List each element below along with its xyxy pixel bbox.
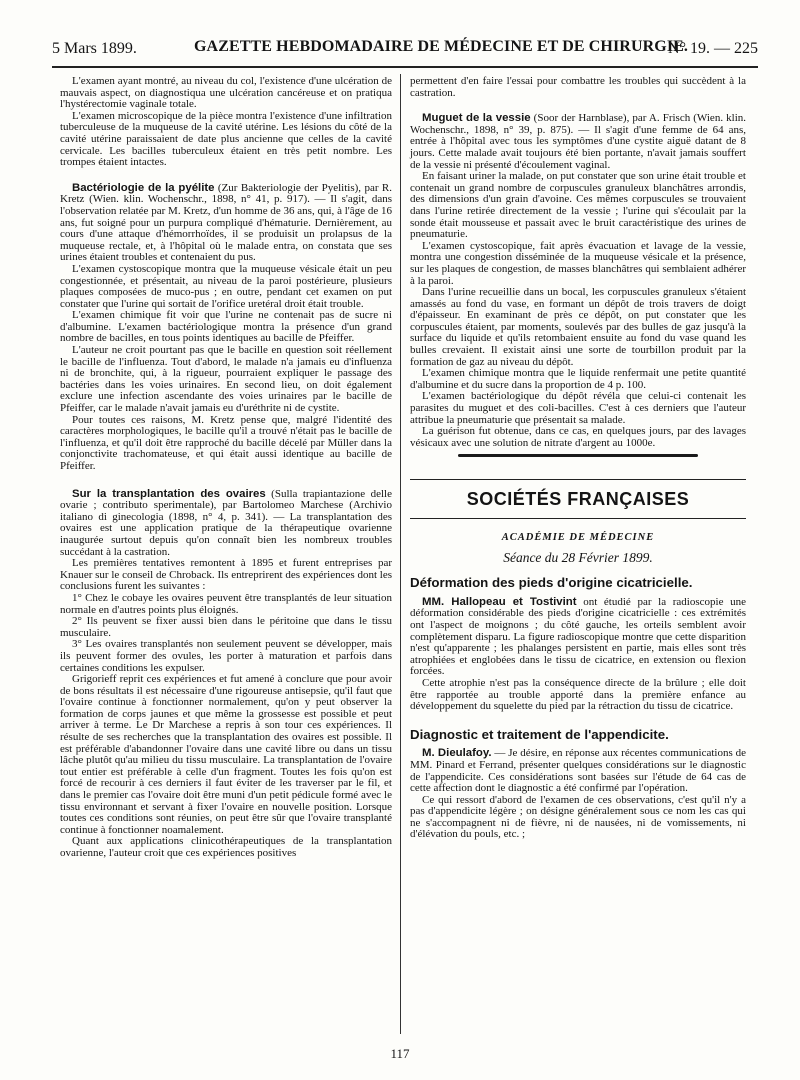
paragraph: L'examen bactériologique du dépôt révéla que celui-ci contenait les parasites du muguet et des coli-bacilles. C'est à ces derniers que l'auteur attribue la pneumaturie que présentait sa malade. [410,390,746,426]
paragraph-text: ont étudié par la radioscopie une déformation considérable des pieds d'origine cicatricielle : ces extrémités ont l'aspect de moignons ; du côté gauche, les orteils semblent avoir complètement disparu. La figure radioscopique montre que cette disparition n'est qu'apparente ; les phalanges persistent en partie, mais elles sont très atrophiées et englobées dans le tissu de cicatrice, en extension ou flexion forcées. [410,595,746,678]
paragraph [410,597,746,678]
list-item: 2° Ils peuvent se fixer aussi bien dans le péritoine que dans le tissu musculaire. [60,615,392,639]
authors: MM. Hallopeau et Tostivint [422,595,577,608]
paragraph: L'examen ayant montré, au niveau du col, l'existence d'une ulcération de mauvais aspect, on diagnostiqua une ulcération cancéreuse et on pratiqua l'hystérectomie vaginale totale. [60,75,392,111]
article-muguet [410,113,746,171]
list-item: 1° Chez le cobaye les ovaires peuvent être transplantés de leur situation normale en d'autres points plus éloignés. [60,591,392,616]
author: M. Dieulafoy. [422,747,492,760]
paragraph: Cette atrophie n'est pas la conséquence directe de la brûlure ; elle doit être rapportée au trouble apporté dans la première enfance au développement du squelette du pied par la rétraction du tissu de cicatrice. [410,676,746,713]
page-number: 117 [390,1046,410,1061]
right-column [410,76,746,841]
column-divider [400,74,401,1034]
session-date: Séance du 28 Février 1899. [503,549,653,565]
paragraph: Ce qui ressort d'abord de l'examen de ces observations, c'est qu'il n'y a pas d'appendicite légère ; on désigne généralement sous ce nom les cas qui ne s'accompagnent ni de fièvre, ni de nausées, ni de vomissements, ni d'élévation du pouls, etc. ; [410,793,746,841]
article-reference: (Soor der Harnblase), par A. Frisch (Wien. klin. Wochenschr., 1898, n° 39, p. 875). — Il s'agit d'une femme de 64 ans, entrée à l'hôpital avec tous les symptômes d'une cystite aiguë datant de 8 jours. Cette malade avait toujours été bien portante, n'avait jamais souffert de la vessie ni présenté d'écoulement vaginal. [410,112,747,171]
spacer [410,99,746,113]
header-date: 5 Mars 1899. [52,40,137,57]
paragraph: L'auteur ne croit pourtant pas que le bacille en question soit réellement le bacille de l'influenza. Tout d'abord, le malade n'a jamais eu d'influenza ni de bronchite, qui, à la rigueur, pourraient expliquer le passage des bactéries dans les voies urinaires. En second lieu, on doit également exclure une infection ascendante des voies urinaires par le bacille de Pfeiffer, car le malade n'avait jamais eu d'uréthrite ni de cystite. [60,344,392,415]
paragraph: permettent d'en faire l'essai pour combattre les troubles qui succèdent à la castration. [410,75,746,99]
header-journal-title: GAZETTE HEBDOMADAIRE DE MÉDECINE ET DE CHIRURGIE. [194,38,689,55]
section-title: Déformation des pieds d'origine cicatricielle. [410,575,693,591]
list-item: 3° Les ovaires transplantés non seulement peuvent se développer, mais ils peuvent former des ovules, les porter à maturation et parfois dans certaines conditions les expulser. [60,638,392,674]
paragraph: L'examen cystoscopique, fait après évacuation et lavage de la vessie, montra une congestion disséminée de la muqueuse vésicale et la présence, sur les plaques de congestion, de masses blanchâtres qui semblaient adhérer à la paroi. [410,239,746,287]
paragraph: Grigorieff reprit ces expériences et fut amené à conclure que pour avoir de bons résultats il est nécessaire d'une rigoureuse antisepsie, qu'il faut que l'ovaire continue à fonctionner normalement, qu'on y peut observer la formation de corps jaunes et que même la grossesse est possible et peut arriver à terme. Le Dr Marchese a repris à son tour ces expériences. Il résulte de ses recherches que la transplantation des ovaires est possible. Il est préférable d'abandonner l'ovaire dans une cavité libre ou dans un tissu lâche plutôt qu'au milieu du tissu musculaire. La transplantation de l'ovaire tout entier est préférable à celle d'un fragment. Toutes les fois qu'on est forcé de recourir à ces derniers il faut éviter de les traverser par le fil, et dans le premier cas l'ovaire doit être muni d'un petit pédicule formé avec le tissu environnant et servant à fixer l'ovaire en nouvelle position. Lorsque toutes ces conditions sont réunies, on peut être sûr que l'ovaire transplanté continue à fonctionner noamalement. [60,673,392,836]
paragraph: Dans l'urine recueillie dans un bocal, les corpuscules granuleux s'étaient amassés au fond du vase, en formant un dépôt de trois travers de doigt d'épaisseur. En examinant de près ce dépôt, on put constater que les corpuscules étaient, par moments, soulevés par des bulles de gaz jusqu'à la surface du liquide et qu'ils retombaient ensuite au fond du vase quand les bulles crevaient. Il existait ainsi une sorte de tourbillon produit par la formation de gaz au niveau du dépôt. [410,286,746,368]
paragraph: Les premières tentatives remontent à 1895 et furent entreprises par Knauer sur le conseil de Chroback. Ils entreprirent des expériences dont les conclusions furent les suivantes : [60,557,392,593]
article-pyelite [60,183,392,264]
article-reference: (Zur Bakteriologie der Pyelitis), par R. Kretz (Wien. klin. Wochenschr., 1898, n° 41, p. 917). — Il s'agit, dans l'observation relatée par M. Kretz, d'un homme de 36 ans, qui, à l'âge de 16 ans, fut soigné pour un purpura compliqué d'hématurie. Dernièrement, au cours d'une attaque d'hémorrhoïdes, il se produisit un prolapsus de la muqueuse rectale, et, à l'hôpital où le malade entra, on constata que ses urines étaient troubles et contenaient du pus. [60,181,392,264]
paragraph: L'examen chimique montra que le liquide renfermait une petite quantité d'albumine et du sucre dans la proportion de 4 p. 100. [410,367,746,391]
running-header [52,38,758,64]
section-title: Diagnostic et traitement de l'appendicite. [410,726,669,742]
paragraph: Pour toutes ces raisons, M. Kretz pense que, malgré l'identité des caractères morphologiques, le bacille qu'il a trouvé n'était pas le bacille de l'influenza, et qu'il doit être rapproché du bacille décelé par Müller dans la conjonctivite trachomateuse, et qui était aussi identique au bacille de Pfeiffer. [60,413,392,472]
section-banner: SOCIÉTÉS FRANÇAISES [410,479,746,519]
paragraph: L'examen cystoscopique montra que la muqueuse vésicale était un peu congestionnée, et présentait, au niveau de la paroi postérieure, plusieurs plaques composées de muco-pus ; en outre, pendant cet examen on put constater que l'urine qui sortait de l'orifice uretéral droit était trouble. [60,262,392,310]
header-issue-page: N° 19. — 225 [668,40,758,57]
paragraph: L'examen microscopique de la pièce montra l'existence d'une infiltration tuberculeuse de la muqueuse de la cavité utérine. Les lésions du côté de la cavité utérine paraissaient de date plus ancienne que celles de la cavité cervicale. Les bacilles tuberculeux étaient en très petit nombre. Les trompes étaient intactes. [60,109,392,169]
paragraph: La guérison fut obtenue, dans ce cas, en quelques jours, par des lavages vésicaux avec une solution de nitrate d'argent au 1000e. [410,425,746,449]
end-rule [458,454,698,457]
article-title: Bactériologie de la pyélite [72,181,215,194]
article-title: Sur la transplantation des ovaires [72,487,266,500]
academy-heading: ACADÉMIE DE MÉDECINE [501,532,655,543]
spacer [60,169,392,183]
article-title: Muguet de la vessie [422,112,531,125]
paragraph: Quant aux applications clinicothérapeutiques de la transplantation ovarienne, l'auteur croit que ces expériences positives [60,835,392,859]
article-reference: (Sulla trapiantazione delle ovarie ; contributo sperimentale), par Bartolomeo Marchese (Archivio italiano di ginecologia (1898, n° 4, p. 341). — La transplantation des ovaires est une application pratique de la thérapeutique ovarienne inaugurée surtout depuis qu'on connaît bien les nombreux troubles succédant à la castration. [60,487,392,558]
paragraph: L'examen chimique fit voir que l'urine ne contenait pas de sucre ni d'albumine. L'examen bactériologique montra la présence d'un grand nombre de bacilles, en tous points identiques au bacille de Pfeiffer. [60,309,392,345]
paragraph [410,748,746,794]
paragraph: En faisant uriner la malade, on put constater que son urine était trouble et contenait un grand nombre de corpuscules granuleux blanchâtres arrondis, des dimensions d'un grain d'avoine. Ces mêmes corpuscules se trouvaient dans l'urine retirée directement de la vessie ; l'urine qui s'écoulait par la sonde était mousseuse et passait avec le bruit caractéristique des urines de pneumaturie. [410,170,746,241]
paragraph-text: — Je désire, en réponse aux récentes communications de MM. Pinard et Ferrand, présenter quelques considérations sur le diagnostic de l'appendicite. Ces considérations sont basées sur l'étude de 64 cas de cette affection dont le diagnostic a été confirmé par l'opération. [410,747,746,795]
spacer [60,473,392,489]
left-column [60,76,392,860]
header-rule [52,66,758,68]
article-transplantation [60,489,392,559]
